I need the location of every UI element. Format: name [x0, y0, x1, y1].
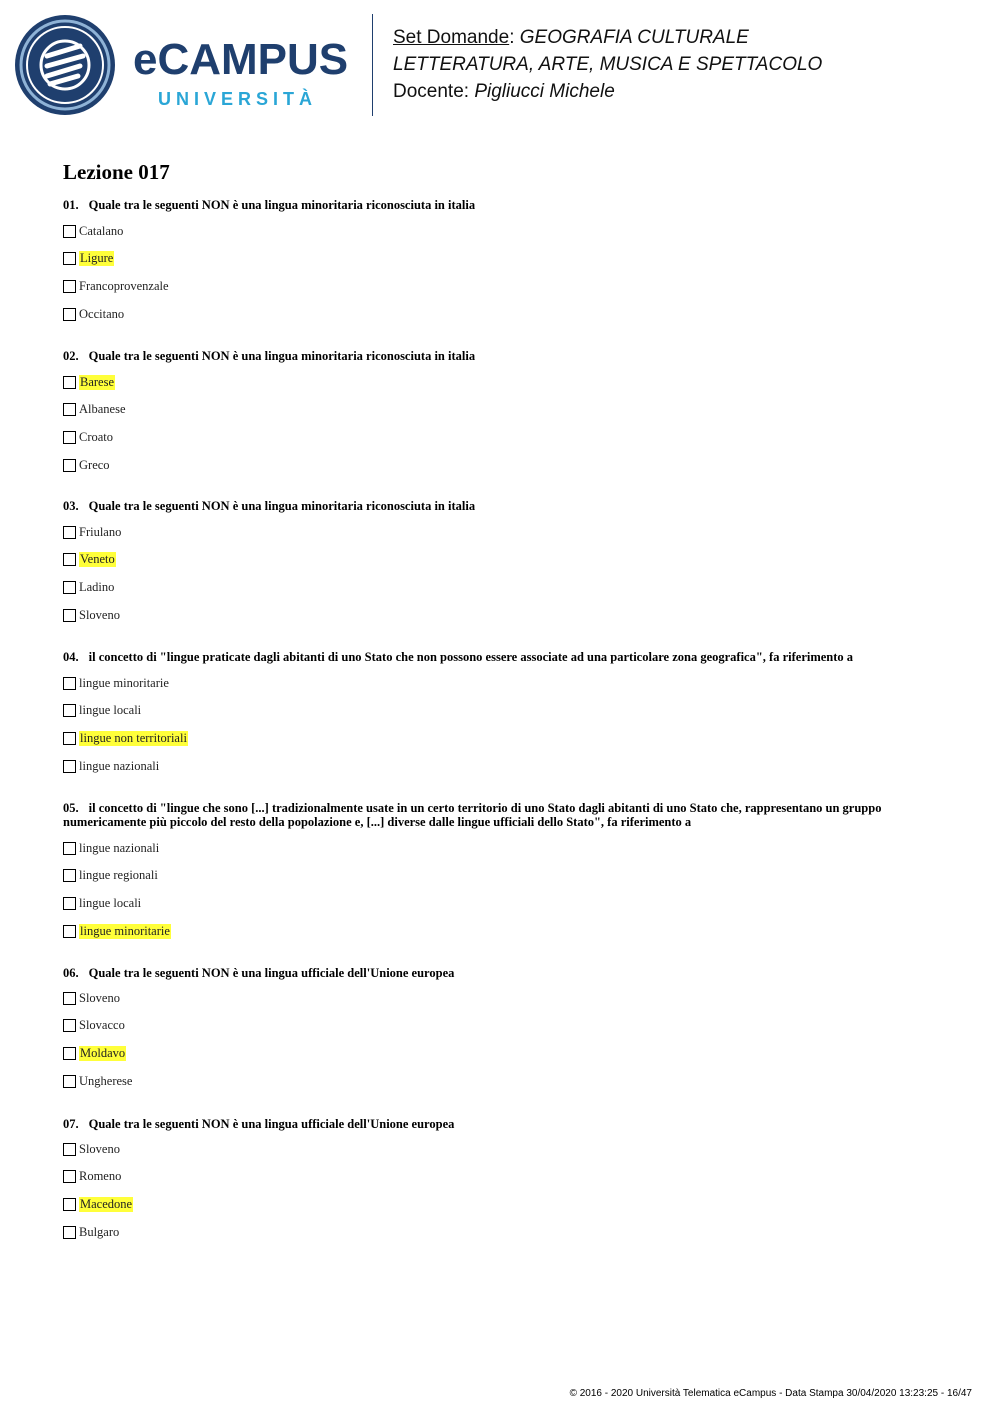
course-info: [393, 24, 822, 105]
answer-label-highlighted: Barese: [80, 374, 115, 389]
answer-label-highlighted: lingue minoritarie: [80, 923, 170, 938]
answer-label: Occitano: [79, 306, 125, 321]
answer-option[interactable]: [63, 1141, 120, 1157]
brand-name: eCAMPUS: [133, 35, 349, 84]
checkbox-icon[interactable]: [63, 609, 76, 622]
set-label: Set Domande: [393, 27, 510, 48]
page-footer: © 2016 - 2020 Università Telematica eCampus - Data Stampa 30/04/2020 13:23:25 - 16/47: [569, 1388, 972, 1399]
question-number: 02.: [63, 349, 79, 363]
question-number: 07.: [63, 1117, 79, 1131]
answer-option[interactable]: [63, 374, 115, 390]
question-text: Quale tra le seguenti NON è una lingua minoritaria riconosciuta in italia: [88, 499, 476, 513]
answer-label: lingue nazionali: [79, 758, 160, 773]
checkbox-icon[interactable]: [63, 376, 76, 389]
answer-label: Sloveno: [79, 1141, 120, 1156]
answer-label: Bulgaro: [79, 1224, 120, 1239]
answer-label-highlighted: lingue non territoriali: [80, 730, 187, 745]
checkbox-icon[interactable]: [63, 308, 76, 321]
question-01: [63, 198, 943, 212]
checkbox-icon[interactable]: [63, 842, 76, 855]
checkbox-icon[interactable]: [63, 252, 76, 265]
answer-option[interactable]: [63, 1169, 121, 1185]
answer-label: lingue locali: [79, 703, 142, 718]
page-header: [0, 0, 1000, 130]
checkbox-icon[interactable]: [63, 581, 76, 594]
answer-option[interactable]: [63, 607, 120, 623]
answer-option[interactable]: [63, 758, 159, 774]
answer-option[interactable]: [63, 524, 121, 540]
checkbox-icon[interactable]: [63, 677, 76, 690]
checkbox-icon[interactable]: [63, 431, 76, 444]
brand-subtitle: UNIVERSITÀ: [158, 89, 318, 109]
answer-option[interactable]: [63, 278, 169, 294]
checkbox-icon[interactable]: [63, 1226, 76, 1239]
answer-option[interactable]: [63, 923, 171, 939]
answer-label: lingue minoritarie: [79, 675, 169, 690]
question-06: [63, 966, 943, 980]
answer-option[interactable]: [63, 1018, 125, 1034]
checkbox-icon[interactable]: [63, 459, 76, 472]
answer-label: lingue nazionali: [79, 840, 160, 855]
question-02: [63, 349, 943, 363]
question-text: il concetto di "lingue praticate dagli abitanti di uno Stato che non possono essere associate ad una particolare zona geografica", fa riferimento a: [88, 650, 854, 664]
question-text: il concetto di "lingue che sono [...] tradizionalmente usate in un certo territorio di uno Stato dagli abitanti di uno Stato che, rappresentano un gruppo numericamente più piccolo del resto della popolazione e, [...] diverse dalle lingue ufficiali dello Stato", fa riferimento a: [63, 801, 882, 829]
answer-option[interactable]: [63, 1224, 119, 1240]
question-text: Quale tra le seguenti NON è una lingua ufficiale dell'Unione europea: [88, 966, 455, 980]
answer-label: Ungherese: [79, 1073, 133, 1088]
question-number: 03.: [63, 499, 79, 513]
answer-option[interactable]: [63, 402, 126, 418]
answer-option[interactable]: [63, 990, 120, 1006]
answer-label: lingue regionali: [79, 868, 158, 883]
checkbox-icon[interactable]: [63, 704, 76, 717]
answer-option[interactable]: [63, 675, 169, 691]
question-05: [63, 801, 943, 829]
answer-option[interactable]: [63, 251, 114, 267]
question-number: 05.: [63, 801, 79, 815]
answer-label: Sloveno: [79, 990, 120, 1005]
answer-option[interactable]: [63, 1045, 126, 1061]
answer-option[interactable]: [63, 895, 141, 911]
set-line: Set Domande: GEOGRAFIA CULTURALE: [393, 27, 749, 48]
answer-label: Catalano: [79, 223, 124, 238]
answer-option[interactable]: [63, 1196, 133, 1212]
answer-label: Albanese: [79, 402, 126, 417]
lesson-title: Lezione 017: [63, 160, 170, 184]
answer-option[interactable]: [63, 730, 188, 746]
question-04: [63, 650, 943, 664]
checkbox-icon[interactable]: [63, 1198, 76, 1211]
set-title-line2: LETTERATURA, ARTE, MUSICA E SPETTACOLO: [393, 54, 823, 75]
header-divider: [372, 14, 373, 116]
answer-label: Ladino: [79, 579, 115, 594]
checkbox-icon[interactable]: [63, 403, 76, 416]
answer-option[interactable]: [63, 429, 113, 445]
answer-option[interactable]: [63, 840, 159, 856]
ecampus-seal-icon: [14, 14, 116, 116]
answer-option[interactable]: [63, 579, 114, 595]
checkbox-icon[interactable]: [63, 897, 76, 910]
answer-label: lingue locali: [79, 895, 142, 910]
checkbox-icon[interactable]: [63, 925, 76, 938]
answer-label: Croato: [79, 429, 114, 444]
question-text: Quale tra le seguenti NON è una lingua ufficiale dell'Unione europea: [88, 1117, 455, 1131]
question-number: 06.: [63, 966, 79, 980]
answer-label-highlighted: Macedone: [80, 1196, 133, 1211]
answer-label: Francoprovenzale: [79, 278, 169, 293]
answer-label-highlighted: Moldavo: [80, 1045, 126, 1060]
answer-label: Romeno: [79, 1169, 122, 1184]
docente-name: Pigliucci Michele: [474, 81, 615, 102]
answer-label: Sloveno: [79, 607, 120, 622]
checkbox-icon[interactable]: [63, 1047, 76, 1060]
answer-option[interactable]: [63, 306, 124, 322]
checkbox-icon[interactable]: [63, 1075, 76, 1088]
answer-option[interactable]: [63, 703, 141, 719]
answer-option[interactable]: [63, 457, 110, 473]
checkbox-icon[interactable]: [63, 280, 76, 293]
answer-label-highlighted: Ligure: [80, 251, 114, 266]
checkbox-icon[interactable]: [63, 1170, 76, 1183]
answer-label-highlighted: Veneto: [80, 552, 115, 567]
set-title-line1: GEOGRAFIA CULTURALE: [519, 27, 749, 48]
answer-label: Greco: [79, 457, 110, 472]
checkbox-icon[interactable]: [63, 732, 76, 745]
answer-option[interactable]: [63, 552, 116, 568]
question-number: 04.: [63, 650, 79, 664]
checkbox-icon[interactable]: [63, 1019, 76, 1032]
docente-line: [393, 78, 822, 105]
checkbox-icon[interactable]: [63, 760, 76, 773]
answer-option[interactable]: [63, 868, 158, 884]
checkbox-icon[interactable]: [63, 1143, 76, 1156]
checkbox-icon[interactable]: [63, 225, 76, 238]
question-text: Quale tra le seguenti NON è una lingua minoritaria riconosciuta in italia: [88, 349, 476, 363]
answer-label: Friulano: [79, 524, 122, 539]
question-text: Quale tra le seguenti NON è una lingua minoritaria riconosciuta in italia: [88, 198, 476, 212]
checkbox-icon[interactable]: [63, 553, 76, 566]
answer-label: Slovacco: [79, 1018, 125, 1033]
checkbox-icon[interactable]: [63, 526, 76, 539]
question-number: 01.: [63, 198, 79, 212]
checkbox-icon[interactable]: [63, 992, 76, 1005]
docente-label: Docente:: [393, 81, 470, 102]
answer-option[interactable]: [63, 1073, 132, 1089]
question-03: [63, 499, 943, 513]
answer-option[interactable]: [63, 223, 123, 239]
checkbox-icon[interactable]: [63, 869, 76, 882]
question-07: [63, 1117, 943, 1131]
